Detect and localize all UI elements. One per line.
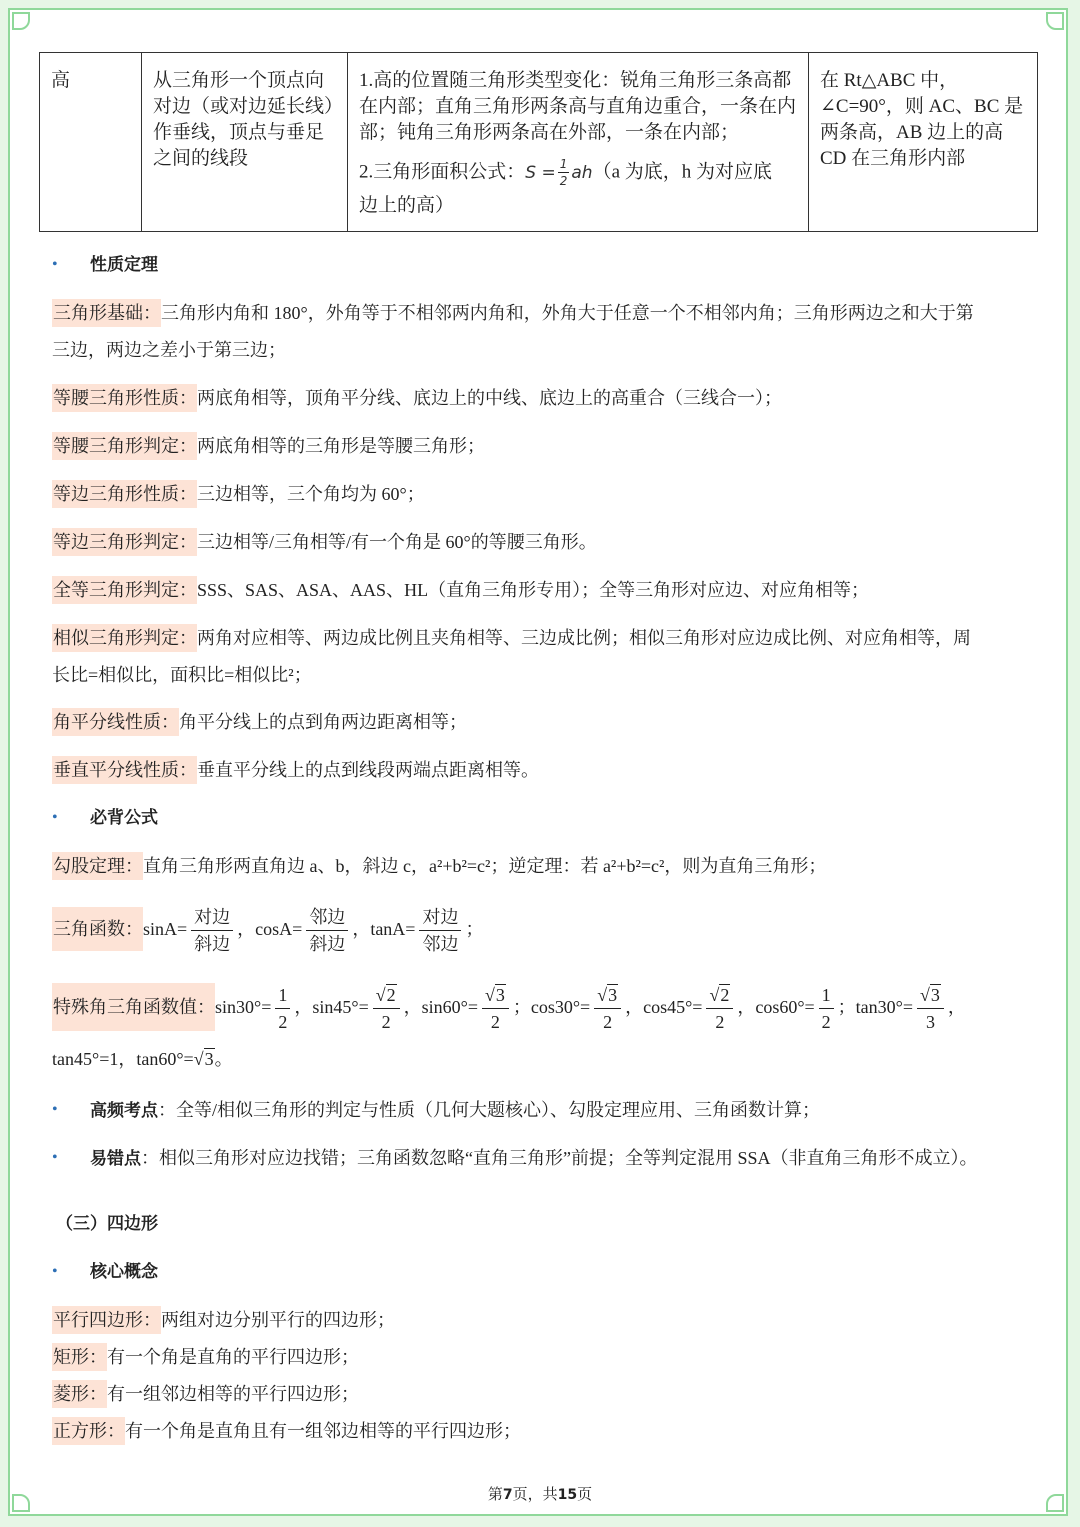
notes-1: 1.高的位置随三角形类型变化：锐角三角形三条高都在内部；直角三角形两条高与直角边重合，一条在内部；钝角三角形两条高在外部，一条在内部； bbox=[359, 70, 797, 143]
special-angle-value: sin30°= $\frac{1}{2}$ ， bbox=[215, 984, 313, 1033]
special-angle-value: tan30°= $\frac{√3}{3}$ ， bbox=[855, 984, 966, 1033]
property-item: 等边三角形性质：三边相等，三个角均为 60°； bbox=[52, 481, 425, 507]
special-angle-value: cos45°= $\frac{√2}{2}$ ， bbox=[643, 984, 756, 1033]
property-item: 角平分线性质：角平分线上的点到角两边距离相等； bbox=[52, 709, 467, 735]
special-angle-value: sin60°= $\frac{√3}{2}$ ； bbox=[421, 984, 531, 1033]
property-item-cont: 三边，两边之差小于第三边； bbox=[52, 340, 286, 360]
trig-function: sinA= $\frac{\text{对边}}{\text{斜边}}$ ， bbox=[143, 906, 256, 955]
tan-line: tan45°=1，tan60°=√3。 bbox=[52, 1046, 233, 1072]
sqrt-value: √3 bbox=[193, 1049, 214, 1069]
bullet-icon: • bbox=[52, 1101, 58, 1118]
bullet-icon: • bbox=[52, 1263, 58, 1280]
trig-line: 三角函数：sinA= $\frac{\text{对边}}{\text{斜边}}$ ，cosA= $\frac{\text{邻边}}{\text{斜边}}$ ，tanA= $\frac{\text{对边}}{\text{邻边}}$ ； bbox=[53, 906, 484, 955]
term-cell: 高 bbox=[40, 53, 142, 232]
definition-table bbox=[39, 52, 1038, 232]
example-cell: 在 Rt△ABC 中，∠C=90°，则 AC、BC 是两条高，AB 边上的高 CD 在三角形内部 bbox=[809, 53, 1038, 232]
bullet-icon: • bbox=[52, 809, 58, 826]
special-angle-line: 特殊角三角函数值：sin30°= $\frac{1}{2}$ ，sin45°= $\frac{√2}{2}$ ，sin60°= $\frac{√3}{2}$ ；cos30°= $\frac{√3}{2}$ ，cos45°= $\frac{√2}{2}$ ，cos60°= $\frac{1}{2}$ ；tan30°= $\frac{√3}{3}$ ， bbox=[53, 984, 966, 1033]
area-formula: S = $\frac{1}{2}$ ah bbox=[525, 157, 593, 188]
property-item: 等边三角形判定：三边相等/三角相等/有一个角是 60°的等腰三角形。 bbox=[52, 529, 597, 555]
property-item-cont: 长比=相似比，面积比=相似比²； bbox=[52, 665, 312, 685]
frame-corner bbox=[1046, 12, 1064, 30]
property-item: 等腰三角形性质：两底角相等，顶角平分线、底边上的中线、底边上的高重合（三线合一）； bbox=[52, 385, 782, 411]
property-item: 全等三角形判定：SSS、SAS、ASA、AAS、HL（直角三角形专用）；全等三角形对应边、对应角相等； bbox=[52, 577, 869, 603]
frame-corner bbox=[12, 12, 30, 30]
trig-function: tanA= $\frac{\text{对边}}{\text{邻边}}$ ； bbox=[370, 906, 484, 955]
table-row bbox=[40, 53, 1038, 232]
section-title-quadrilateral: （三）四边形 bbox=[56, 1214, 158, 1234]
property-item: 等腰三角形判定：两底角相等的三角形是等腰三角形； bbox=[52, 433, 485, 459]
special-angle-value: cos60°= $\frac{1}{2}$ ； bbox=[755, 984, 856, 1033]
property-item: 三角形基础：三角形内角和 180°，外角等于不相邻两内角和，外角大于任意一个不相邻内角；三角形两边之和大于第 bbox=[52, 300, 974, 326]
concept-item: 菱形：有一组邻边相等的平行四边形； bbox=[52, 1381, 359, 1407]
concept-item: 平行四边形：两组对边分别平行的四边形； bbox=[52, 1307, 395, 1333]
notes-2: 2.三角形面积公式：S = $\frac{1}{2}$ ah（a 为底，h 为对应底 bbox=[359, 157, 772, 188]
property-item: 垂直平分线性质：垂直平分线上的点到线段两端点距离相等。 bbox=[52, 757, 539, 783]
bullet-icon: • bbox=[52, 256, 58, 273]
concept-item: 矩形：有一个角是直角的平行四边形； bbox=[52, 1344, 359, 1370]
pythagoras-line: 勾股定理：直角三角形两直角边 a、b，斜边 c，a²+b²=c²；逆定理：若 a²+b²=c²，则为直角三角形； bbox=[52, 853, 826, 879]
page-footer: 第7页，共15页 bbox=[487, 1487, 593, 1503]
special-angle-value: cos30°= $\frac{√3}{2}$ ， bbox=[530, 984, 644, 1033]
concept-item: 正方形：有一个角是直角且有一组邻边相等的平行四边形； bbox=[52, 1418, 521, 1444]
property-item: 相似三角形判定：两角对应相等、两边成比例且夹角相等、三边成比例；相似三角形对应边成比例、对应角相等，周 bbox=[52, 625, 971, 651]
definition-cell: 从三角形一个顶点向对边（或对边延长线）作垂线，顶点与垂足之间的线段 bbox=[142, 53, 348, 232]
bullet-icon: • bbox=[52, 1149, 58, 1166]
trig-function: cosA= $\frac{\text{邻边}}{\text{斜边}}$ ， bbox=[255, 906, 371, 955]
special-angle-value: sin45°= $\frac{√2}{2}$ ， bbox=[312, 984, 422, 1033]
notes-cell: 1.高的位置随三角形类型变化：锐角三角形三条高都在内部；直角三角形两条高与直角边重合，一条在内部；钝角三角形两条高在外部，一条在内部； 2.三角形面积公式：S = $\frac{1}{2}$ ah（a 为底，h 为对应底 边上的高） bbox=[348, 53, 809, 232]
